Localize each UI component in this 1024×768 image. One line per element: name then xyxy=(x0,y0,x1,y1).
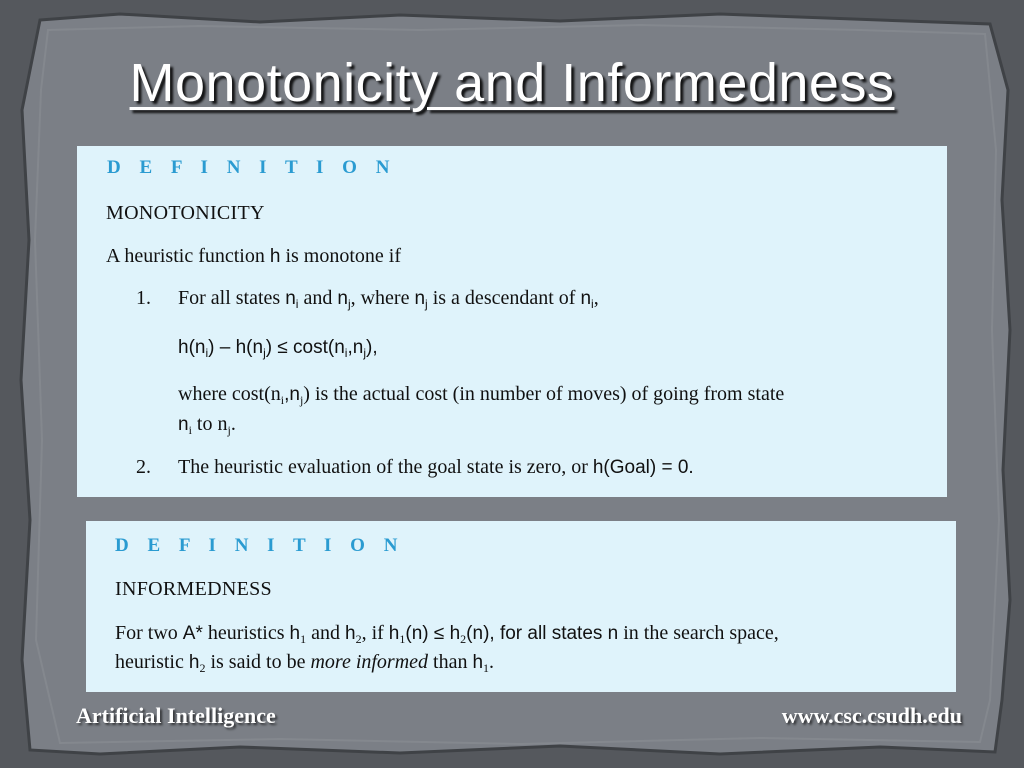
slide-title: Monotonicity and Informedness xyxy=(129,53,895,113)
informedness-line2: heuristic $h_2$ is said to be more informed than $h_1$. xyxy=(115,651,495,675)
informedness-definition-box xyxy=(86,521,956,692)
monotone-formula: $h(n_i) - h(n_j) \le \cos t(n_i,n_j)$, xyxy=(178,337,378,360)
cost-explanation-line2: $n_i$ to $n_j$. xyxy=(178,413,236,437)
footer-website: www.csc.csudh.edu xyxy=(781,703,962,728)
informedness-heading: INFORMEDNESS xyxy=(115,578,272,600)
item2-text: The heuristic evaluation of the goal state is zero, or h(Goal) = 0. xyxy=(178,456,694,478)
list-number-1: 1. xyxy=(136,287,151,309)
monotonicity-definition-box xyxy=(77,146,947,497)
footer-course-name: Artificial Intelligence xyxy=(76,703,276,728)
item1-text: For all states $n_i$ and $n_j$, where $n_j$ is a descendant of $n_i$, xyxy=(178,287,599,311)
monotonicity-heading: MONOTONICITY xyxy=(106,202,265,224)
definition-label: D E F I N I T I O N xyxy=(115,535,405,556)
cost-explanation-line1: where $\cos t(n_i,n_j)$ is the actual cost (in number of moves) of going from state xyxy=(178,383,785,407)
list-number-2: 2. xyxy=(136,456,151,478)
definition-label: D E F I N I T I O N xyxy=(107,157,397,178)
informedness-line1: For two A* heuristics $h_1$ and $h_2$, if $h_1(n) \le h_2(n)$, for all states n in the search space, xyxy=(115,622,779,646)
monotone-intro: A heuristic function h is monotone if xyxy=(106,245,401,267)
